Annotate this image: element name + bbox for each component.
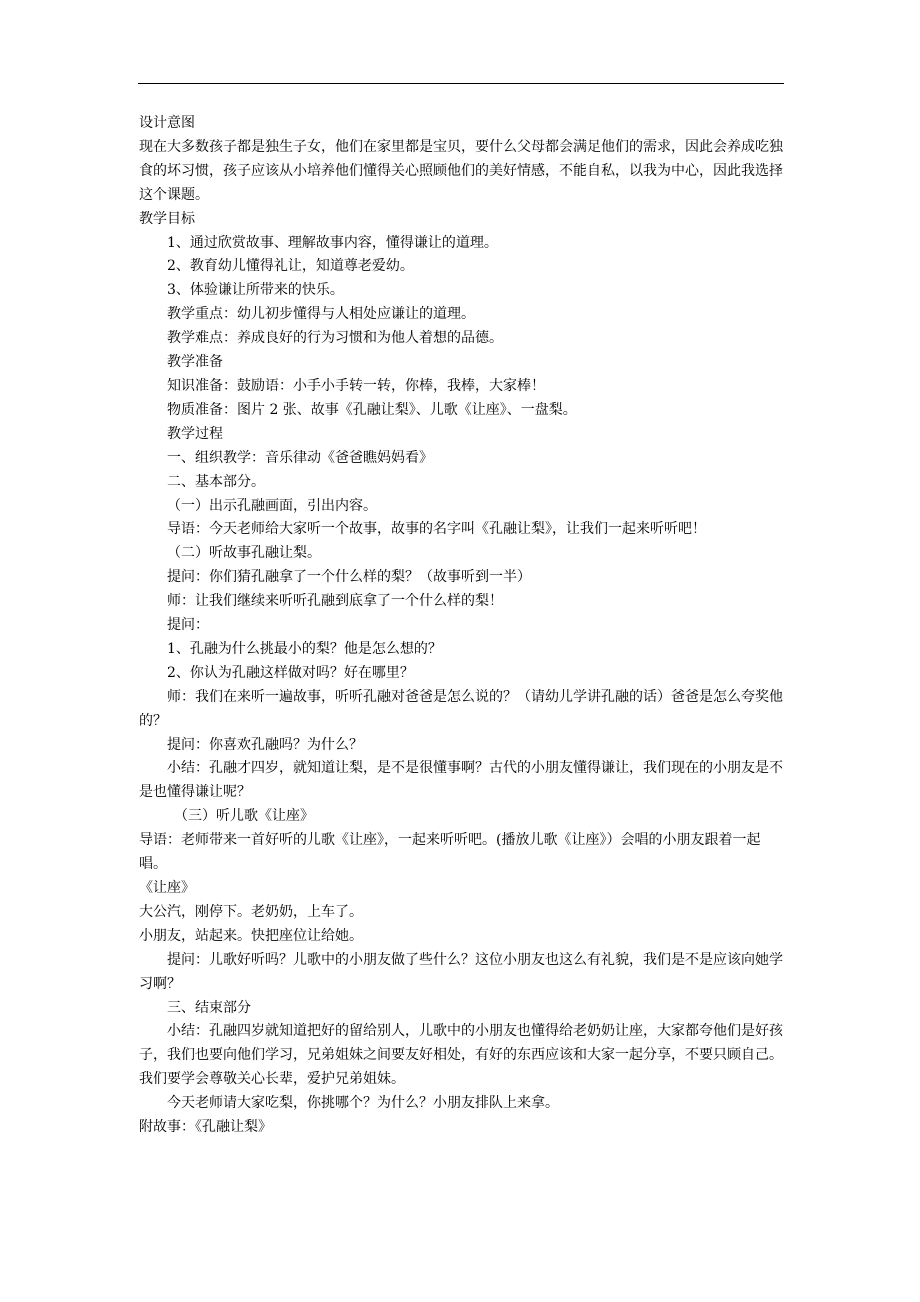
paragraph-p33: 小结：孔融四岁就知道把好的留给别人，儿歌中的小朋友也懂得给老奶奶让座，大家都夸他们是好孩子，我们也要向他们学习，兄弟姐妹之间要友好相处，有好的东西应该和大家一起分享，不要只顾自己。我们要学会尊敬关心长辈，爱护兄弟姐妹。 (139, 1023, 783, 1088)
paragraph-p2: 现在大多数孩子都是独生子女，他们在家里都是宝贝，要什么父母都会满足他们的需求，因此会养成吃独食的坏习惯，孩子应该从小培养他们懂得关心照顾他们的美好情感，不能自私，以我为中心，因此我选择这个课题。 (139, 138, 783, 203)
paragraph-p6: 3、体验谦让所带来的快乐。 (167, 282, 344, 299)
paragraph-p23: 师：我们在来听一遍故事，听听孔融对爸爸是怎么说的？（请幼儿学讲孔融的话）爸爸是怎么夸奖他的？ (139, 688, 783, 729)
paragraph-p29: 大公汽，刚停下。老奶奶，上车了。 (139, 903, 363, 920)
paragraph-p32: 三、结束部分 (167, 999, 251, 1016)
paragraph-p20: 提问： (167, 617, 209, 634)
paragraph-p21: 1、孔融为什么挑最小的梨？他是怎么想的？ (167, 640, 442, 657)
paragraph-p24: 提问：你喜欢孔融吗？为什么？ (167, 736, 363, 753)
paragraph-p25: 小结：孔融才四岁，就知道让梨，是不是很懂事啊？古代的小朋友懂得谦让，我们现在的小朋友是不是也懂得谦让呢？ (139, 760, 783, 801)
paragraph-p7: 教学重点：幼儿初步懂得与人相处应谦让的道理。 (167, 306, 475, 323)
paragraph-p31: 提问：儿歌好听吗？儿歌中的小朋友做了些什么？这位小朋友也这么有礼貌，我们是不是应该向她学习啊？ (139, 951, 783, 992)
paragraph-p8: 教学难点：养成良好的行为习惯和为他人着想的品德。 (167, 330, 503, 347)
paragraph-p11: 物质准备：图片 2 张、故事《孔融让梨》、儿歌《让座》、一盘梨。 (167, 401, 577, 418)
paragraph-p4: 1、通过欣赏故事、理解故事内容，懂得谦让的道理。 (167, 234, 498, 251)
paragraph-p35: 附故事：《孔融让梨》 (139, 1119, 272, 1136)
paragraph-p15: （一）出示孔融画面，引出内容。 (167, 497, 377, 514)
paragraph-p19: 师：让我们继续来听听孔融到底拿了一个什么样的梨！ (167, 593, 503, 610)
paragraph-p1: 设计意图 (139, 115, 195, 131)
document-body (139, 112, 785, 1140)
paragraph-p26: （三）听儿歌《让座》 (174, 808, 314, 825)
paragraph-p3: 教学目标 (139, 210, 195, 227)
paragraph-p17: （二）听故事孔融让梨。 (167, 545, 321, 562)
paragraph-p16: 导语：今天老师给大家听一个故事，故事的名字叫《孔融让梨》，让我们一起来听听吧！ (167, 521, 706, 538)
paragraph-p18: 提问：你们猜孔融拿了一个什么样的梨？（故事听到一半） (167, 569, 531, 586)
paragraph-p9: 教学准备 (167, 354, 223, 371)
paragraph-p27: 导语：老师带来一首好听的儿歌《让座》，一起来听听吧。(播放儿歌《让座》）会唱的小朋友跟着一起唱。 (139, 832, 761, 873)
paragraph-p13: 一、组织教学：音乐律动《爸爸瞧妈妈看》 (167, 449, 433, 466)
paragraph-p34: 今天老师请大家吃梨，你挑哪个？为什么？小朋友排队上来拿。 (167, 1095, 559, 1112)
header-rule (138, 83, 784, 84)
paragraph-p12: 教学过程 (167, 425, 223, 442)
paragraph-p22: 2、你认为孔融这样做对吗？好在哪里？ (167, 664, 414, 681)
paragraph-p30: 小朋友，站起来。快把座位让给她。 (139, 927, 363, 944)
paragraph-p28: 《让座》 (139, 880, 195, 896)
paragraph-p5: 2、教育幼儿懂得礼让，知道尊老爱幼。 (167, 258, 414, 275)
paragraph-p10: 知识准备：鼓励语：小手小手转一转，你棒，我棒，大家棒！ (167, 377, 545, 394)
paragraph-p14: 二、基本部分。 (167, 473, 265, 490)
